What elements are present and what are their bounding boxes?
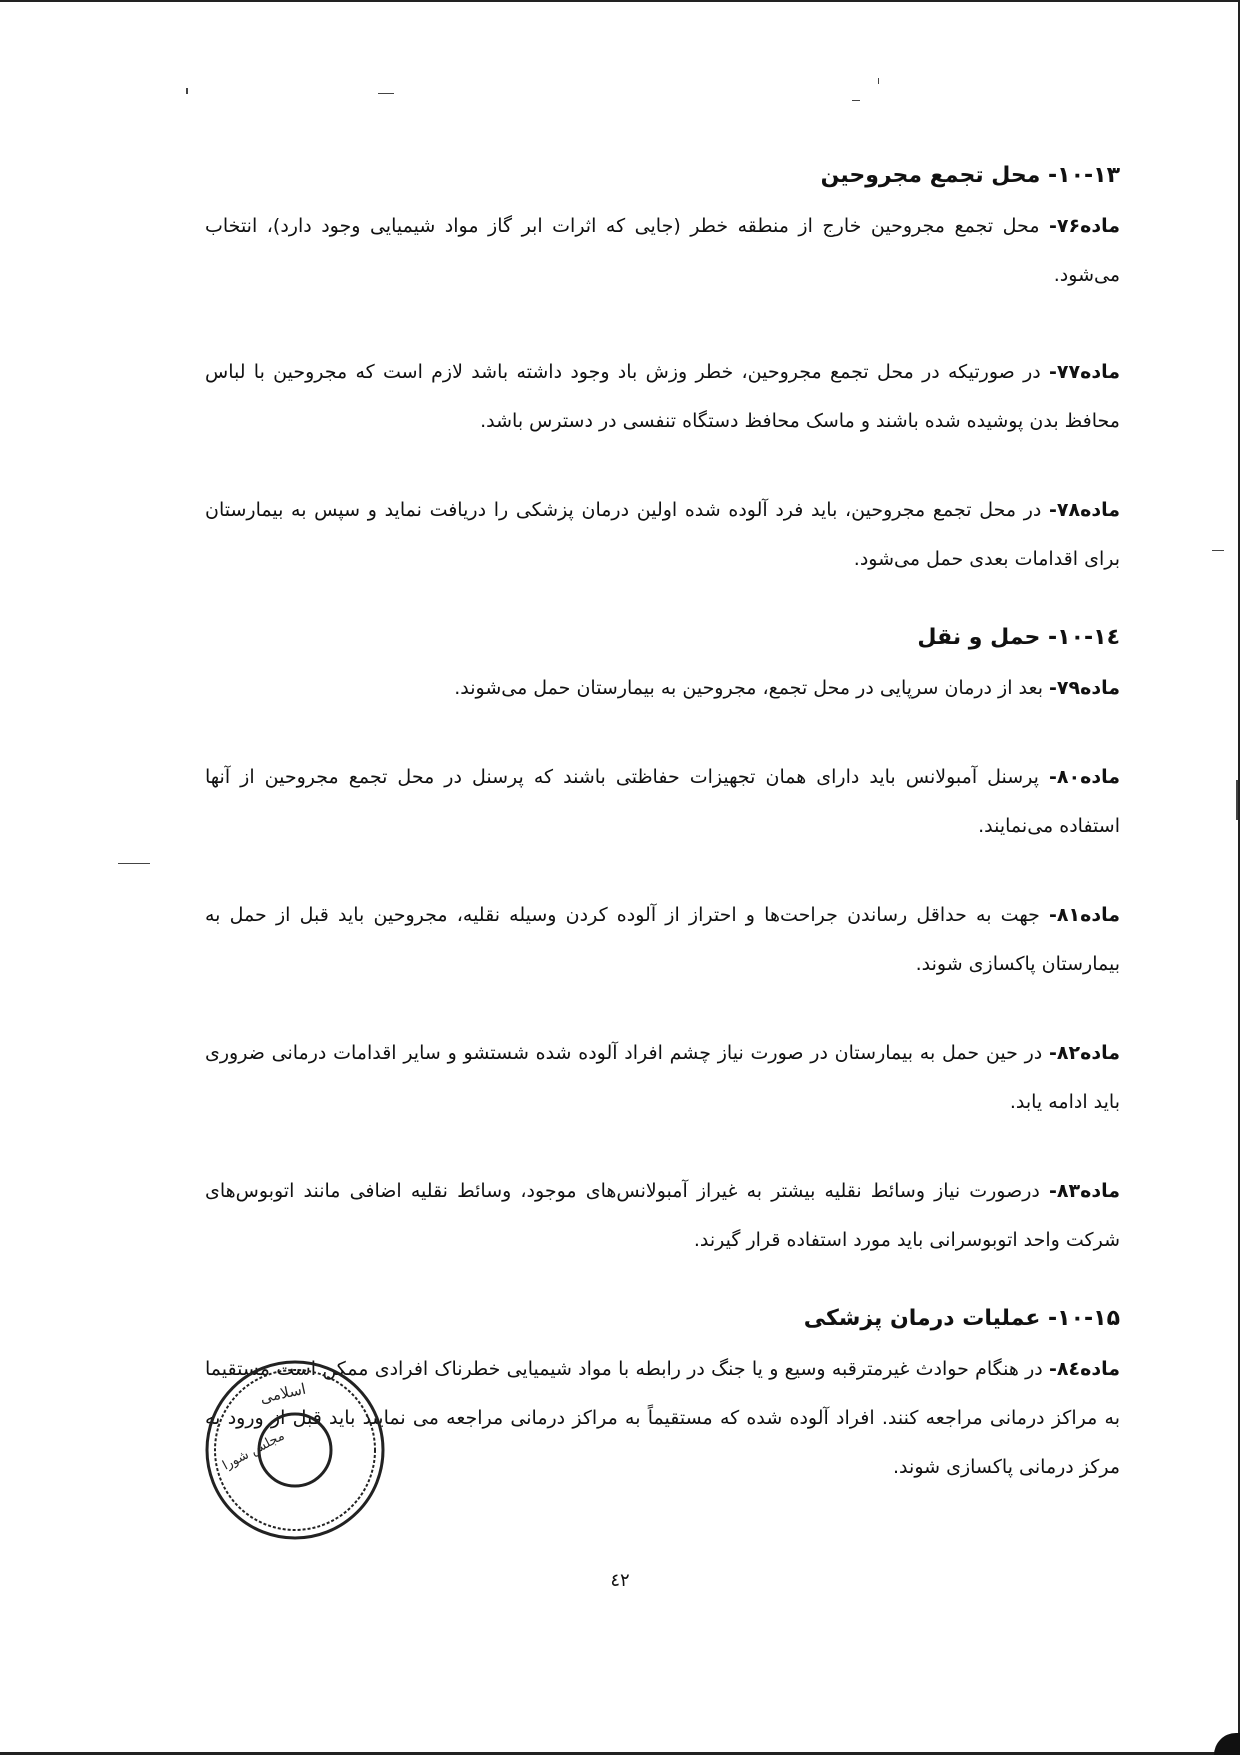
article-label: ماده۸۰- (1049, 766, 1120, 788)
article-80 (205, 753, 1120, 851)
article-text: محل تجمع مجروحین خارج از منطقه خطر (جایی که اثرات ابر گاز مواد شیمیایی وجود دارد)، انتخاب می‌شود. (205, 215, 1120, 286)
scan-artifact (1214, 1733, 1240, 1755)
article-label: ماده۸٤- (1049, 1358, 1120, 1380)
article-label: ماده۸۱- (1049, 904, 1120, 926)
article-77 (205, 348, 1120, 446)
article-text: در هنگام حوادث غیرمترقبه وسیع و یا جنگ در رابطه با مواد شیمیایی خطرناک افرادی ممکن است مستقیما به مراکز درمانی مراجعه کنند. افراد آلوده شده که مستقیماً به مراکز درمانی مراجعه می نمایند باید قبل از ورود به مرکز درمانی پاکسازی شوند. (205, 1358, 1120, 1478)
scan-speck (1212, 550, 1224, 551)
scan-speck (1236, 780, 1238, 820)
article-text: درصورت نیاز وسائط نقلیه بیشتر به غیراز آمبولانس‌های موجود، وسائط نقلیه اضافی مانند اتوبوس‌های شرکت واحد اتوبوسرانی باید مورد استفاده قرار گیرند. (205, 1180, 1120, 1251)
article-text: پرسنل آمبولانس باید دارای همان تجهیزات حفاظتی باشند که پرسنل در محل تجمع مجروحین از آنها استفاده می‌نمایند. (205, 766, 1120, 837)
article-83 (205, 1167, 1120, 1265)
scan-speck (878, 78, 879, 84)
article-text: در صورتیکه در محل تجمع مجروحین، خطر وزش باد وجود داشته باشد لازم است که مجروحین با لباس محافظ بدن پوشیده شده باشند و ماسک محافظ دستگاه تنفسی در دسترس باشد. (205, 361, 1120, 432)
article-label: ماده۷۶- (1049, 215, 1120, 237)
article-label: ماده۷۷- (1049, 361, 1120, 383)
article-text: جهت به حداقل رساندن جراحت‌ها و احتراز از آلوده کردن وسیله نقلیه، مجروحین باید قبل از حمل به بیمارستان پاکسازی شوند. (205, 904, 1120, 975)
seal-text-top: اسلامی (258, 1379, 308, 1407)
seal-text-mid: مجلس شورا (220, 1428, 288, 1474)
scan-speck (852, 100, 860, 101)
official-seal-stamp (200, 1355, 390, 1545)
page-number: ٤۲ (610, 1570, 630, 1591)
article-76 (205, 202, 1120, 300)
article-label: ماده۸۳- (1049, 1180, 1120, 1202)
scan-speck (118, 863, 150, 864)
article-78 (205, 486, 1120, 584)
section-heading: ۱۰-۱۵- عملیات درمان پزشکی (803, 1306, 1120, 1331)
article-81 (205, 891, 1120, 989)
page-border-top (0, 0, 1240, 2)
document-body (205, 150, 1120, 1492)
article-label: ماده۷۹- (1049, 677, 1120, 699)
article-label: ماده۷۸- (1049, 499, 1120, 521)
article-79 (205, 664, 1120, 713)
section-heading: ۱۰-۱۳- محل تجمع مجروحین (820, 163, 1120, 188)
article-text: در حین حمل به بیمارستان در صورت نیاز چشم افراد آلوده شده شستشو و سایر اقدامات درمانی ضروری باید ادامه یابد. (205, 1042, 1120, 1113)
scan-speck (378, 93, 394, 94)
article-label: ماده۸۲- (1049, 1042, 1120, 1064)
section-heading: ۱۰-۱٤- حمل و نقل (917, 625, 1120, 650)
article-text: بعد از درمان سرپایی در محل تجمع، مجروحین به بیمارستان حمل می‌شوند. (454, 677, 1050, 699)
scan-speck (186, 88, 188, 94)
article-text: در محل تجمع مجروحین، باید فرد آلوده شده اولین درمان پزشکی را دریافت نماید و سپس به بیمارستان برای اقدامات بعدی حمل می‌شود. (205, 499, 1120, 570)
article-82 (205, 1029, 1120, 1127)
